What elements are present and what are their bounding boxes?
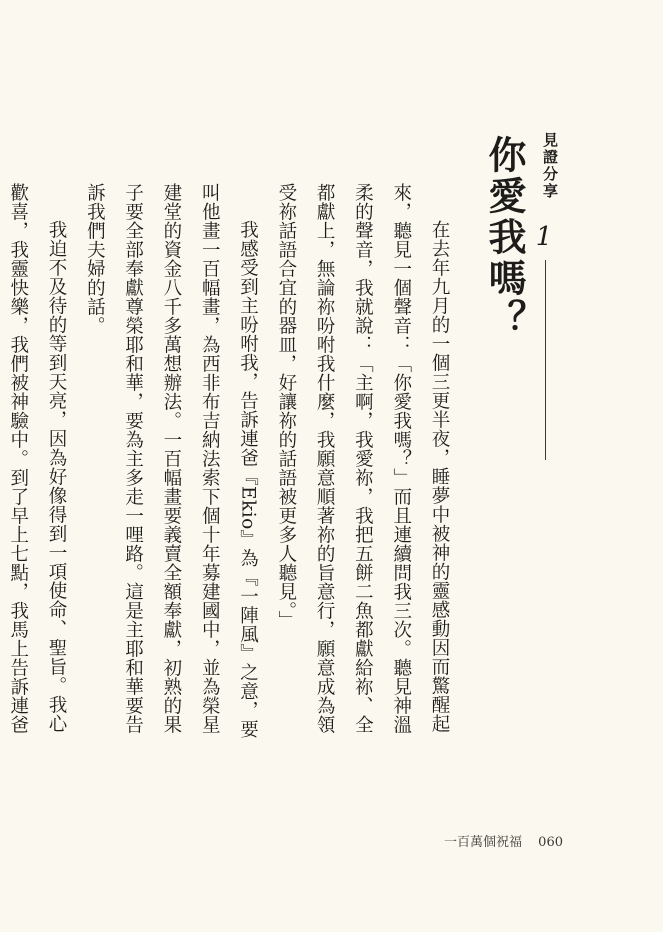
paragraph-2: 我感受到主吩咐我，告訴連爸『Ekio』為『一陣風』之意，要叫他畫一百幅畫，為西非布吉納法索下個十年募建國中，並為榮星建堂的資金八千多萬想辦法。一百幅畫要義賣全額奉獻，初熟的果子要全部奉獻尊榮耶和華，要為主多走一哩路。這是主耶和華要告訴我們夫婦的話。	[84, 183, 259, 739]
paragraph-1: 在去年九月的一個三更半夜，睡夢中被神的靈感動因而驚醒起來，聽見一個聲音：「你愛我嗎？」而且連續問我三次。聽見神溫柔的聲音，我就說：「主啊，我愛祢，我把五餅二魚都獻給祢、全都獻上，無論祢吩咐我什麼，我願意順著祢的旨意行，願意成為領受祢話語合宜的器皿，好讓祢的話語被更多人聽見。」	[275, 183, 450, 734]
section-label: 見證分享	[541, 132, 559, 200]
chapter-title: 你愛我嗎？	[482, 135, 527, 340]
book-title: 一百萬個祝福	[444, 835, 523, 850]
body-text	[0, 183, 458, 743]
section-number: 1	[535, 222, 553, 252]
page-number: 060	[538, 835, 563, 850]
section-divider	[545, 260, 546, 460]
page-footer	[444, 831, 563, 850]
paragraph-3: 我迫不及待的等到天亮，因為好像得到一項使命、聖旨。我心歡喜，我靈快樂，我們被神驗中。到了早上七點，我馬上告訴連爸	[7, 183, 68, 734]
